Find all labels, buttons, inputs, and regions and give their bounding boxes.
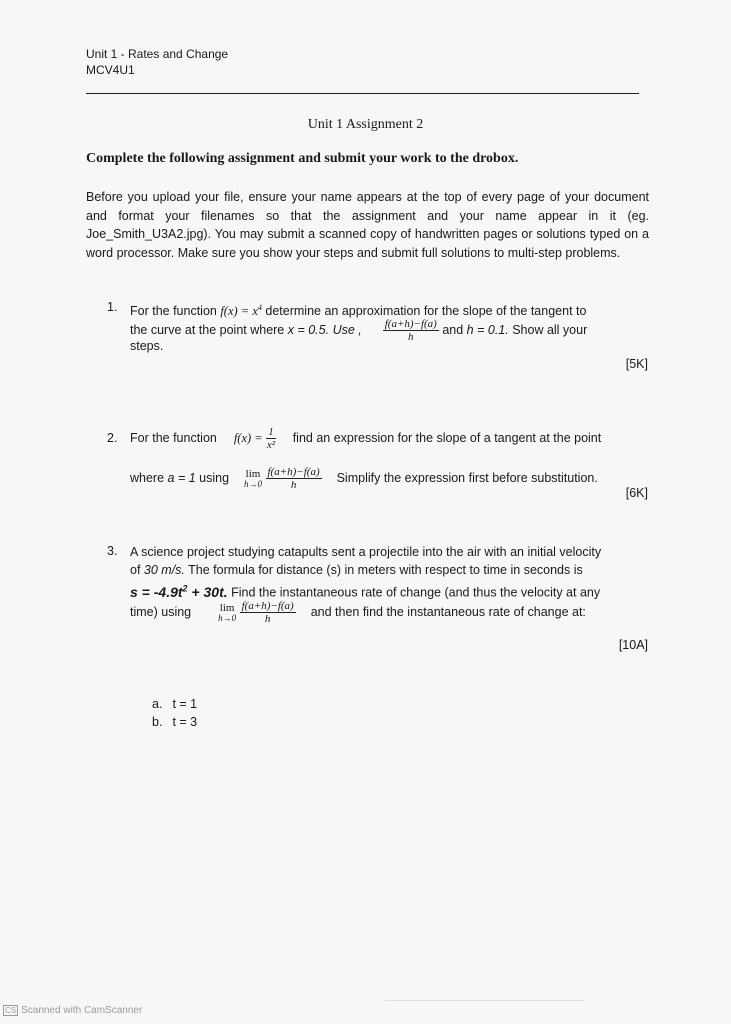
scan-artifact-line	[385, 1000, 585, 1001]
question-number: 2.	[107, 431, 118, 445]
question-number: 3.	[107, 544, 118, 558]
document-header	[86, 46, 228, 78]
difference-quotient: $\frac{f(a+h)-f(a)}{h}$	[241, 600, 294, 625]
difference-quotient: $\frac{f(a+h)-f(a)}{h}$	[384, 318, 437, 343]
assignment-page: Unit 1 - Rates and Change MCV4U1 Unit 1 Assignment 2 Complete the following assignment and submit your work to the drobox. Before you upload your file, ensure your name appears at the top of every page of your document and format your filenames so that the assignment and your name appear in it (eg. Joe_Smith_U3A2.jpg). You may submit a scanned copy of handwritten pages or solutions typed on a word processor. Make sure you show your steps and submit full solutions to multi-step problems. 1. For the function $f(x) = x^4$ determine an approximation for the slope of the tangent to the curve at the point where x = 0.5. Use , $\frac{f(a+h)-f(a)}{h}$ and h = 0.1. Show all your steps. [5K] 2. For the function f(x) = $\frac{1}{\text{x²}}$ find an expression for the slope of a tangent at the point where a = 1 using lim h→0 $\frac{f(a+h)-f(a)}{h}$ Simplify the expression first before substitution. [6K] 3. A science project studying catapults sent a projectile into the air with an initial velocity of 30 m/s. The formula for distance (s) in meters with respect to time in seconds is $s = -4.9t^2 + 30t$. Find the instantaneous rate of change (and thus the velocity at any time) using lim h→0 $\frac{f(a+h)-f(a)}{h}$ and then find the instantaneous rate of change at: [10A] a. t = 1 b. t = 3 CS Scanned with CamScanner	[0, 0, 731, 1024]
function-expression: f(x) =	[233, 431, 263, 445]
function-expression: $f(x) = x^4$	[220, 303, 262, 319]
instructions-heading: Complete the following assignment and submit your work to the drobox.	[86, 151, 519, 166]
marks-badge: [10A]	[618, 638, 648, 652]
marks-badge: [6K]	[625, 486, 648, 500]
limit-expression: lim h→0	[244, 467, 263, 489]
scanner-watermark: CS Scanned with CamScanner	[5, 1005, 143, 1016]
distance-formula: $s = -4.9t^2 + 30t$.	[130, 583, 228, 600]
instructions-paragraph: Before you upload your file, ensure your name appears at the top of every page of your document and format your filenames so that the assignment and your name appear in it (eg. Joe_Smith_U3A2.jpg). You may submit a scanned copy of handwritten pages or solutions typed on a word processor. Make sure you show your steps and submit full solutions to multi-step problems.	[86, 190, 649, 260]
page-title: Unit 1 Assignment 2	[307, 117, 424, 132]
question-number: 1.	[107, 300, 118, 314]
header-divider	[86, 93, 639, 94]
header-course-code: MCV4U1	[86, 63, 135, 77]
limit-expression: lim h→0	[218, 601, 237, 623]
function-fraction: $\frac{1}{\text{x²}}$	[266, 426, 276, 452]
camscanner-logo-icon: CS	[5, 1006, 17, 1015]
marks-badge: [5K]	[625, 357, 648, 371]
header-unit: Unit 1 - Rates and Change	[86, 47, 229, 61]
list-item: b. t = 3	[152, 715, 198, 729]
difference-quotient: $\frac{f(a+h)-f(a)}{h}$	[267, 466, 320, 491]
list-item: a. t = 1	[152, 697, 198, 711]
